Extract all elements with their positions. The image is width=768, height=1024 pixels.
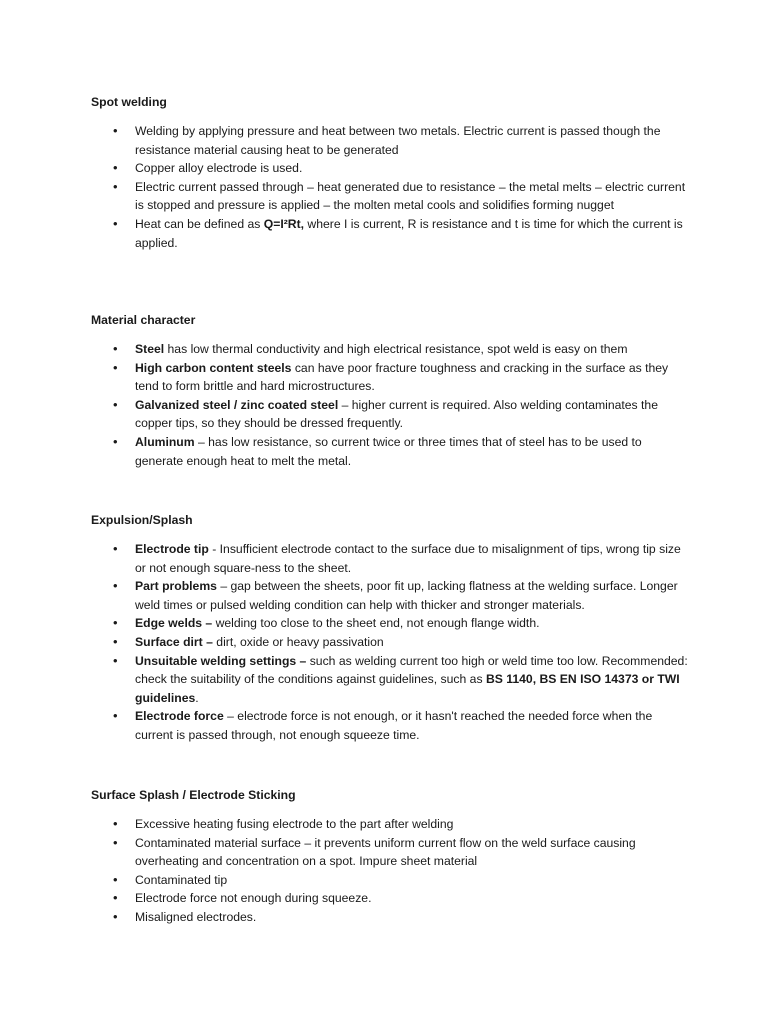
list-item: • Copper alloy electrode is used. [0, 159, 768, 178]
formula-text: Q=I²Rt, [263, 216, 305, 231]
list-item: • Steel has low thermal conductivity and high electrical resistance, spot weld is easy on them [0, 340, 768, 359]
bullet-icon: • [113, 578, 118, 594]
bullet-icon: • [113, 615, 118, 631]
list-item: • Electric current passed through – heat generated due to resistance – the metal melts – electric current is stopped and pressure is applied – the molten metal cools and solidifies forming nugget [113, 178, 686, 213]
bullet-icon: • [113, 890, 118, 906]
bullet-icon: • [113, 160, 118, 176]
bullet-icon: • [113, 433, 118, 449]
bullet-icon: • [113, 834, 118, 850]
bullet-list-material-character [0, 340, 768, 470]
bullet-icon: • [113, 633, 118, 649]
section-heading-surface-splash: Surface Splash / Electrode Sticking [91, 788, 296, 802]
bullet-icon: • [113, 215, 118, 231]
list-item: • Unsuitable welding settings – such as welding current too high or weld time too low. Recommended: check the suitability of the conditions against guidelines, such as BS 1140, BS EN ISO 14373 or TWI guidelines. [113, 652, 688, 705]
bullet-icon: • [113, 908, 118, 924]
standards-reference: BS 1140, BS EN ISO 14373 or TWI guidelines [135, 672, 680, 705]
bullet-icon: • [113, 123, 118, 138]
list-item: • Electrode force not enough during squeeze. [0, 889, 768, 908]
bullet-list-surface-splash [0, 815, 768, 927]
section-heading-spot-welding: Spot welding [91, 95, 167, 109]
list-item: • Misaligned electrodes. [0, 908, 768, 927]
bullet-icon: • [113, 541, 118, 556]
list-item: • Aluminum – has low resistance, so current twice or three times that of steel has to be used to generate enough heat to melt the metal. [113, 433, 642, 468]
list-item: • Surface dirt – dirt, oxide or heavy passivation [0, 633, 768, 652]
bullet-icon: • [113, 871, 118, 887]
bullet-icon: • [113, 341, 118, 356]
list-item: • Electrode tip - Insufficient electrode contact to the surface due to misalignment of tips, wrong tip size or not enough square-ness to the sheet. [113, 541, 681, 575]
list-item: • High carbon content steels can have poor fracture toughness and cracking in the surface as they tend to form brittle and hard microstructures. [113, 359, 669, 394]
list-item: • Welding by applying pressure and heat between two metals. Electric current is passed though the resistance material causing heat to be generated [113, 123, 661, 157]
bullet-list-expulsion-splash [0, 540, 768, 745]
list-item: • Heat can be defined as Q=I²Rt, where I is current, R is resistance and t is time for which the current is applied. [113, 215, 683, 250]
bullet-icon: • [113, 816, 118, 831]
section-heading-material-character: Material character [91, 313, 196, 327]
section-heading-expulsion-splash: Expulsion/Splash [91, 513, 193, 527]
bullet-icon: • [113, 396, 118, 412]
list-item: • Electrode force – electrode force is not enough, or it hasn't reached the needed force when the current is passed through, not enough squeeze time. [113, 708, 653, 742]
bullet-icon: • [113, 652, 118, 668]
list-item: • Part problems – gap between the sheets, poor fit up, lacking flatness at the welding surface. Longer weld times or pulsed welding condition can help with thicker and stronger materials. [113, 578, 678, 612]
bullet-list-spot-welding [0, 122, 768, 252]
list-item: • Contaminated material surface – it prevents uniform current flow on the weld surface causing overheating and concentration on a spot. Impure sheet material [113, 834, 636, 869]
bullet-icon: • [113, 359, 118, 375]
list-item: • Excessive heating fusing electrode to the part after welding [0, 815, 768, 834]
list-item: • Contaminated tip [0, 871, 768, 890]
list-item: • Galvanized steel / zinc coated steel – higher current is required. Also welding contaminates the copper tips, so they should be dressed frequently. [113, 396, 658, 431]
list-item: • Edge welds – welding too close to the sheet end, not enough flange width. [0, 614, 768, 633]
bullet-icon: • [113, 708, 118, 724]
bullet-icon: • [113, 178, 118, 194]
